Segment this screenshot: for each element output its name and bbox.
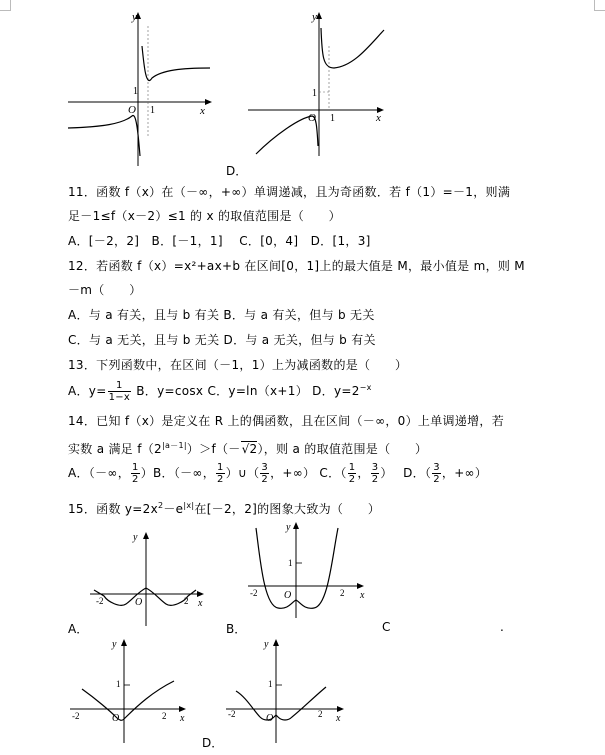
q12-options-ab: A．与 a 有关，且与 b 有关 B．与 a 有关，但与 b 无关 [68, 308, 375, 322]
q15-line1-a: 15．函数 y=2x [68, 502, 158, 516]
fraction-denominator: 1−x [108, 392, 131, 403]
q13-option-d-exponent: −x [359, 383, 372, 392]
tick-label-neg-two: -2 [250, 588, 258, 598]
q13-option-a-prefix: A．y= [68, 384, 107, 398]
q14-option-a: A．（－∞， [68, 466, 131, 480]
fraction-denominator: 2 [261, 474, 269, 485]
q11-line2: 足－1≤f（x－2）≤1 的 x 的取值范围是（ ） [68, 209, 341, 223]
tick-label-one: 1 [288, 558, 293, 568]
fraction-numerator: 3 [433, 462, 440, 473]
graph-prev-option-c [62, 6, 222, 168]
q14-line2-a: 实数 a 满足 f（2 [68, 442, 162, 456]
prev-option-d-label: D． [226, 164, 248, 178]
origin-label: O [266, 713, 274, 724]
q15-graph-d [222, 635, 352, 745]
fraction-denominator: 2 [348, 474, 356, 485]
q14-line2-c: ），则 a 的取值范围是（ ） [257, 442, 428, 456]
fraction-one-half [131, 462, 140, 485]
tick-label-neg-two: -2 [228, 709, 236, 719]
fraction-three-halves [371, 462, 380, 485]
origin-label: O [284, 590, 292, 601]
q14-sqrt: √2 [241, 442, 258, 456]
q14-line2-b: ）＞f（－ [186, 442, 241, 456]
x-axis-label: x [200, 105, 205, 117]
q13-line1: 13．下列函数中，在区间（－1，1）上为减函数的是（ ） [68, 358, 408, 372]
q11-options: A．[－2，2] B．[－1，1] C．[0，4] D．[1，3] [68, 234, 371, 248]
q13-option-a-fraction [108, 380, 132, 403]
q15-label-c: C [382, 620, 391, 634]
tick-label-one: 1 [268, 679, 273, 689]
fraction-denominator: 2 [433, 474, 440, 485]
origin-label: O [128, 104, 136, 116]
tick-label-one: 1 [312, 88, 317, 99]
q14-option-d-suffix: ，+∞） [441, 466, 488, 480]
x-axis-label: x [180, 713, 185, 724]
graph-prev-option-d [244, 6, 390, 158]
y-axis-label: y [133, 532, 138, 543]
q12-line2: －m（ ） [68, 283, 142, 297]
fraction-numerator: 3 [371, 462, 379, 473]
q14-options [68, 462, 487, 485]
fraction-numerator: 1 [108, 380, 132, 392]
q15-square: 2 [157, 501, 164, 510]
fraction-numerator: 1 [348, 462, 356, 473]
origin-label: O [135, 597, 143, 608]
q15-label-d: D． [202, 736, 224, 750]
y-axis-label: y [312, 11, 317, 23]
q14-exponent: |a－1| [161, 441, 187, 450]
y-axis-label: y [112, 639, 117, 650]
q14-option-b: ）B．（－∞， [140, 466, 216, 480]
q15-exponent: |x| [183, 501, 195, 510]
q15-graph-a [86, 528, 216, 628]
tick-label-one: 1 [133, 86, 138, 97]
q14-option-d: ） D．（ [380, 466, 432, 480]
q15-graph-c [66, 635, 196, 745]
x-axis-label: x [360, 590, 365, 601]
fraction-denominator: 2 [371, 474, 379, 485]
x-axis-label: x [198, 598, 203, 609]
fraction-denominator: 2 [132, 474, 139, 485]
q15-label-dot: . [500, 620, 504, 634]
origin-label: O [308, 112, 316, 124]
q14-option-c: ，+∞） C．（ [270, 466, 347, 480]
q15-label-a: A． [68, 622, 89, 636]
origin-label: O [112, 713, 120, 724]
q15-line1-b: －e [163, 502, 184, 516]
q11-line1: 11．函数 f（x）在（－∞，+∞）单调递减，且为奇函数．若 f（1）=－1，则满 [68, 185, 511, 199]
y-axis-label: y [132, 11, 137, 23]
tick-label-one: 1 [330, 113, 335, 124]
page-corner-mark [0, 0, 11, 11]
q13-options-rest: B．y=cosx C．y=ln（x+1） D．y=2 [132, 384, 360, 398]
fraction-one-half [216, 462, 225, 485]
q14-line2 [68, 438, 427, 457]
q14-union: ）∪（ [225, 466, 260, 480]
page-corner-mark [594, 0, 605, 11]
tick-label-two: 2 [184, 596, 189, 606]
fraction-three-halves [260, 462, 269, 485]
fraction-numerator: 1 [217, 462, 224, 473]
y-axis-label: y [264, 639, 269, 650]
q14-comma: ， [357, 466, 370, 480]
tick-label-two: 2 [162, 711, 167, 721]
q15-graph-b [244, 518, 374, 620]
q12-line1: 12．若函数 f（x）=x²+ax+b 在区间[0，1]上的最大值是 M，最小值是 m，则 M [68, 259, 525, 273]
tick-label-two: 2 [318, 709, 323, 719]
fraction-numerator: 1 [132, 462, 139, 473]
fraction-numerator: 3 [261, 462, 269, 473]
fraction-denominator: 2 [217, 474, 224, 485]
q15-line1-c: 在[－2，2]的图象大致为（ ） [194, 502, 381, 516]
fraction-three-halves [432, 462, 441, 485]
x-axis-label: x [336, 713, 341, 724]
q14-line1: 14．已知 f（x）是定义在 R 上的偶函数，且在区间（－∞，0）上单调递增，若 [68, 414, 505, 428]
q15-line1 [68, 498, 380, 517]
tick-label-neg-two: -2 [72, 711, 80, 721]
y-axis-label: y [286, 522, 291, 533]
q13-options [68, 380, 372, 403]
q12-options-cd: C．与 a 无关，且与 b 无关 D．与 a 无关，但与 b 有关 [68, 333, 376, 347]
tick-label-neg-two: -2 [96, 596, 104, 606]
fraction-one-half [348, 462, 357, 485]
q15-label-b: B． [226, 622, 247, 636]
tick-label-one: 1 [150, 105, 155, 116]
tick-label-two: 2 [340, 588, 345, 598]
tick-label-one: 1 [116, 679, 121, 689]
x-axis-label: x [376, 112, 381, 124]
